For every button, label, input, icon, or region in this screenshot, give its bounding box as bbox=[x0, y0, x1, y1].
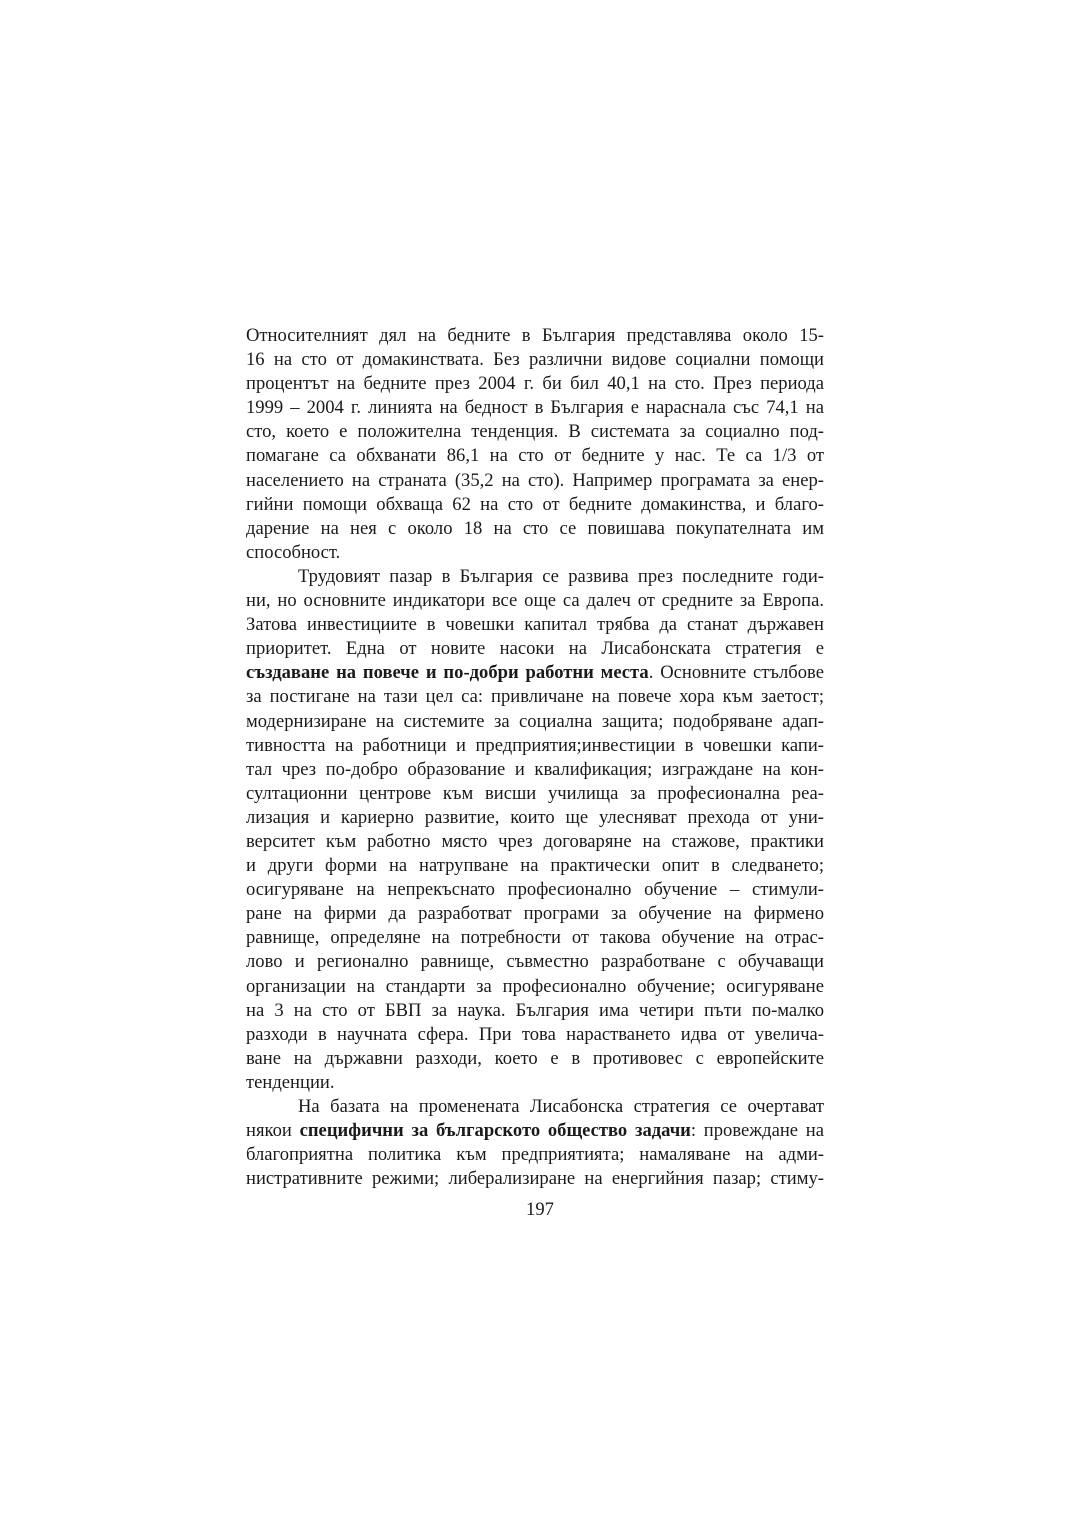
text-line bbox=[246, 661, 824, 685]
text-line: нистративните режими; либерализиране на енергийния пазар; стиму- bbox=[246, 1168, 824, 1190]
page-number: 197 bbox=[526, 1199, 554, 1220]
text-line: помагане са обхванати 86,1 на сто от бедните у нас. Те са 1/3 от bbox=[246, 445, 824, 467]
text-line: ране на фирми да разработват програми за обучение на фирмено bbox=[246, 903, 824, 925]
text-fragment: . Основните стълбове bbox=[648, 662, 824, 684]
text-line: благоприятна политика към предприятията; намаляване на адми- bbox=[246, 1144, 824, 1166]
paragraph-2 bbox=[246, 565, 824, 1095]
text-line: способност. bbox=[246, 541, 341, 563]
text-line: 16 на сто от домакинствата. Без различни видове социални помощи bbox=[246, 349, 824, 371]
paragraph-1 bbox=[246, 324, 824, 565]
text-line bbox=[246, 1119, 824, 1143]
text-line: ване на държавни разходи, което е в противовес с европейските bbox=[246, 1047, 824, 1069]
text-line: ни, но основните индикатори все още са далеч от средните за Европа. bbox=[246, 590, 824, 612]
text-line: Относителният дял на бедните в България представлява около 15- bbox=[246, 325, 824, 346]
text-line: модернизиране на системите за социална защита; подобряване адап- bbox=[246, 710, 824, 732]
text-line: тивността на работници и предприятия;инвестиции в човешки капи- bbox=[246, 734, 824, 756]
paragraph-3 bbox=[246, 1095, 824, 1191]
bold-phrase: специфични за българското общество задачи bbox=[299, 1120, 691, 1142]
text-line: гийни помощи обхваща 62 на сто от бедните домакинства, и благо- bbox=[246, 493, 824, 515]
text-line: 1999 – 2004 г. линията на бедност в България е нараснала със 74,1 на bbox=[246, 397, 824, 419]
text-line: лово и регионално равнище, съвместно разработване с обучаващи bbox=[246, 951, 824, 973]
text-line: и други форми на натрупване на практически опит в следването; bbox=[246, 855, 824, 877]
text-fragment: : провеждане на bbox=[690, 1120, 824, 1142]
text-line: населението на страната (35,2 на сто). Например програмата за енер- bbox=[246, 469, 824, 491]
text-line: Затова инвестициите в човешки капитал трябва да станат държавен bbox=[246, 614, 824, 636]
text-line: равнище, определяне на потребности от такова обучение на отрас- bbox=[246, 927, 824, 949]
text-line: на 3 на сто от БВП за наука. България има четири пъти по-малко bbox=[246, 999, 824, 1021]
text-line: Трудовият пазар в България се развива през последните годи- bbox=[298, 565, 824, 587]
text-line: процентът на бедните през 2004 г. би бил 40,1 на сто. През периода bbox=[246, 373, 824, 395]
text-line: осигуряване на непрекъснато професионално обучение – стимули- bbox=[246, 879, 824, 901]
text-line: сто, което е положителна тенденция. В системата за социално под- bbox=[246, 421, 824, 443]
text-line: тенденции. bbox=[246, 1071, 335, 1093]
text-fragment: някои bbox=[246, 1120, 300, 1142]
text-line: за постигане на тази цел са: привличане на повече хора към заетост; bbox=[246, 686, 824, 708]
text-line: султационни центрове към висши училища за професионална реа- bbox=[246, 782, 824, 804]
text-line: приоритет. Една от новите насоки на Лисабонската стратегия е bbox=[246, 638, 824, 660]
text-line: тал чрез по-добро образование и квалификация; изграждане на кон- bbox=[246, 758, 824, 780]
text-line: лизация и кариерно развитие, които ще улесняват прехода от уни- bbox=[246, 806, 824, 828]
text-line: дарение на нея с около 18 на сто се повишава покупателната им bbox=[246, 517, 824, 539]
text-line: верситет към работно място чрез договаряне на стажове, практики bbox=[246, 830, 824, 852]
text-line: На базата на променената Лисабонска стратегия се очертават bbox=[298, 1096, 824, 1117]
bold-phrase: създаване на повече и по-добри работни места bbox=[246, 662, 649, 684]
text-line: организации на стандарти за професионално обучение; осигуряване bbox=[246, 975, 824, 997]
body-text bbox=[246, 324, 824, 1191]
text-line: разходи в научната сфера. При това нарастването идва от увелича- bbox=[246, 1023, 824, 1045]
